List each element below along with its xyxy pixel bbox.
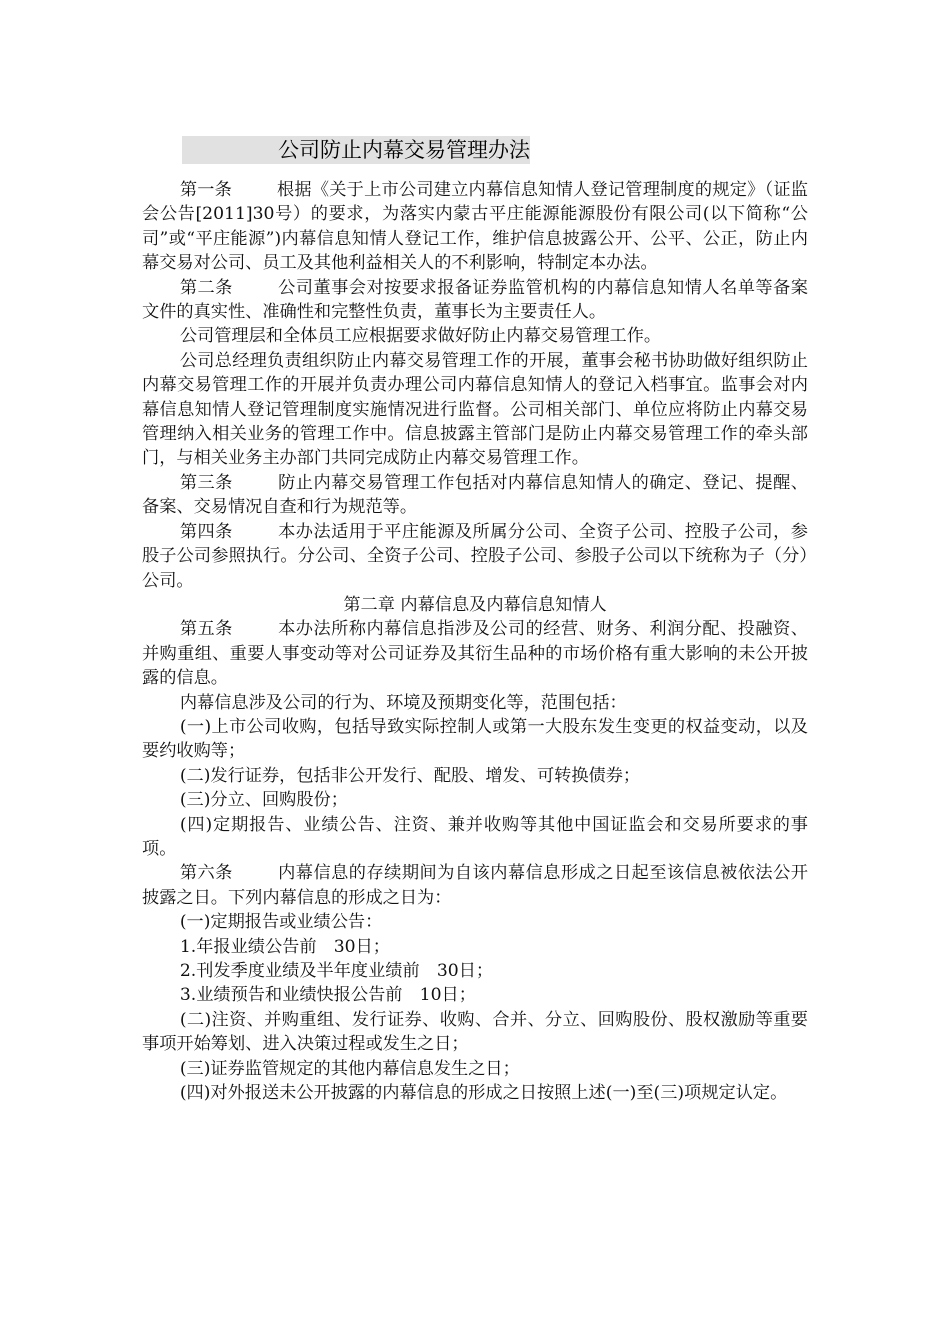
paragraph [142, 520, 808, 593]
paragraph [142, 861, 808, 910]
paragraph-text: 公司董事会对按要求报备证券监管机构的内幕信息知情人名单等备案文件的真实性、准确性和完整性负责，董事长为主要责任人。 [142, 277, 808, 323]
chapter-heading [142, 593, 808, 617]
paragraph [142, 788, 808, 812]
article-number: 第三条 [179, 472, 233, 493]
article-number: 第六条 [179, 863, 233, 884]
paragraph [142, 715, 808, 764]
paragraph [142, 178, 808, 276]
paragraph-text: (三)证券监管规定的其他内幕信息发生之日； [179, 1058, 520, 1079]
paragraph [142, 910, 808, 934]
document-body [142, 178, 808, 1105]
paragraph-text: 防止内幕交易管理工作包括对内幕信息知情人的确定、登记、提醒、备案、交易情况自查和行为规范等。 [142, 472, 808, 518]
paragraph [142, 324, 808, 348]
paragraph-text: 内幕信息涉及公司的行为、环境及预期变化等，范围包括： [179, 692, 627, 713]
paragraph [142, 276, 808, 325]
paragraph-text: (三)分立、回购股份； [179, 790, 348, 811]
paragraph [142, 983, 808, 1007]
paragraph [142, 935, 808, 959]
paragraph-text: 内幕信息的存续期间为自该内幕信息形成之日起至该信息被依法公开披露之日。下列内幕信息的形成之日为： [142, 863, 808, 908]
paragraph [142, 1008, 808, 1057]
paragraph [142, 349, 808, 471]
paragraph [142, 471, 808, 520]
paragraph-text: (一)定期报告或业绩公告： [179, 912, 383, 933]
article-number: 第四条 [179, 521, 233, 542]
document-title: 公司防止内幕交易管理办法 [278, 138, 530, 162]
paragraph-text: 2.刊发季度业绩及半年度业绩前 30日； [179, 961, 494, 981]
paragraph [142, 813, 808, 862]
article-number: 第二条 [179, 277, 233, 298]
paragraph [142, 617, 808, 690]
paragraph-text: 公司总经理负责组织防止内幕交易管理工作的开展，董事会秘书协助做好组织防止内幕交易管理工作的开展并负责办理公司内幕信息知情人的登记入档事宜。监事会对内幕信息知情人登记管理制度实施情况进行监督。公司相关部门、单位应将防止内幕交易管理纳入相关业务的管理工作中。信息披露主管部门是防止内幕交易管理工作的牵头部门，与相关业务主办部门共同完成防止内幕交易管理工作。 [142, 350, 808, 469]
paragraph [142, 959, 808, 983]
paragraph-text: 公司管理层和全体员工应根据要求做好防止内幕交易管理工作。 [179, 326, 662, 347]
paragraph [142, 1057, 808, 1081]
paragraph [142, 1081, 808, 1105]
paragraph-text: 本办法适用于平庄能源及所属分公司、全资子公司、控股子公司，参股子公司参照执行。分公司、全资子公司、控股子公司、参股子公司以下统称为子（分）公司。 [142, 521, 808, 591]
paragraph-text: (二)发行证券，包括非公开发行、配股、增发、可转换债券； [179, 765, 641, 786]
article-number: 第一条 [179, 180, 233, 200]
paragraph-text: 本办法所称内幕信息指涉及公司的经营、财务、利润分配、投融资、并购重组、重要人事变动等对公司证券及其衍生品种的市场价格有重大影响的未公开披露的信息。 [142, 619, 808, 689]
paragraph-text: 1.年报业绩公告前 30日； [179, 936, 390, 957]
paragraph [142, 764, 808, 788]
paragraph-text: (四)对外报送未公开披露的内幕信息的形成之日按照上述(一)至(三)项规定认定。 [179, 1083, 788, 1104]
paragraph-text: 根据《关于上市公司建立内幕信息知情人登记管理制度的规定》（证监会公告[2011]30号）的要求，为落实内蒙古平庄能源能源股份有限公司(以下简称“公司”或“平庄能源”)内幕信息知情人登记工作，维护信息披露公开、公平、公正，防止内幕交易对公司、员工及其他利益相关人的不利影响，特制定本办法。 [142, 180, 808, 274]
paragraph-text: 第二章 内幕信息及内幕信息知情人 [343, 594, 607, 615]
article-number: 第五条 [179, 619, 233, 640]
paragraph [142, 691, 808, 715]
paragraph-text: (四)定期报告、业绩公告、注资、兼并收购等其他中国证监会和交易所要求的事项。 [142, 814, 808, 859]
paragraph-text: 3.业绩预告和业绩快报公告前 10日； [179, 985, 476, 1006]
paragraph-text: (一)上市公司收购，包括导致实际控制人或第一大股东发生变更的权益变动，以及要约收购等； [142, 716, 808, 762]
paragraph-text: (二)注资、并购重组、发行证券、收购、合并、分立、回购股份、股权激励等重要事项开始筹划、进入决策过程或发生之日； [142, 1009, 808, 1055]
